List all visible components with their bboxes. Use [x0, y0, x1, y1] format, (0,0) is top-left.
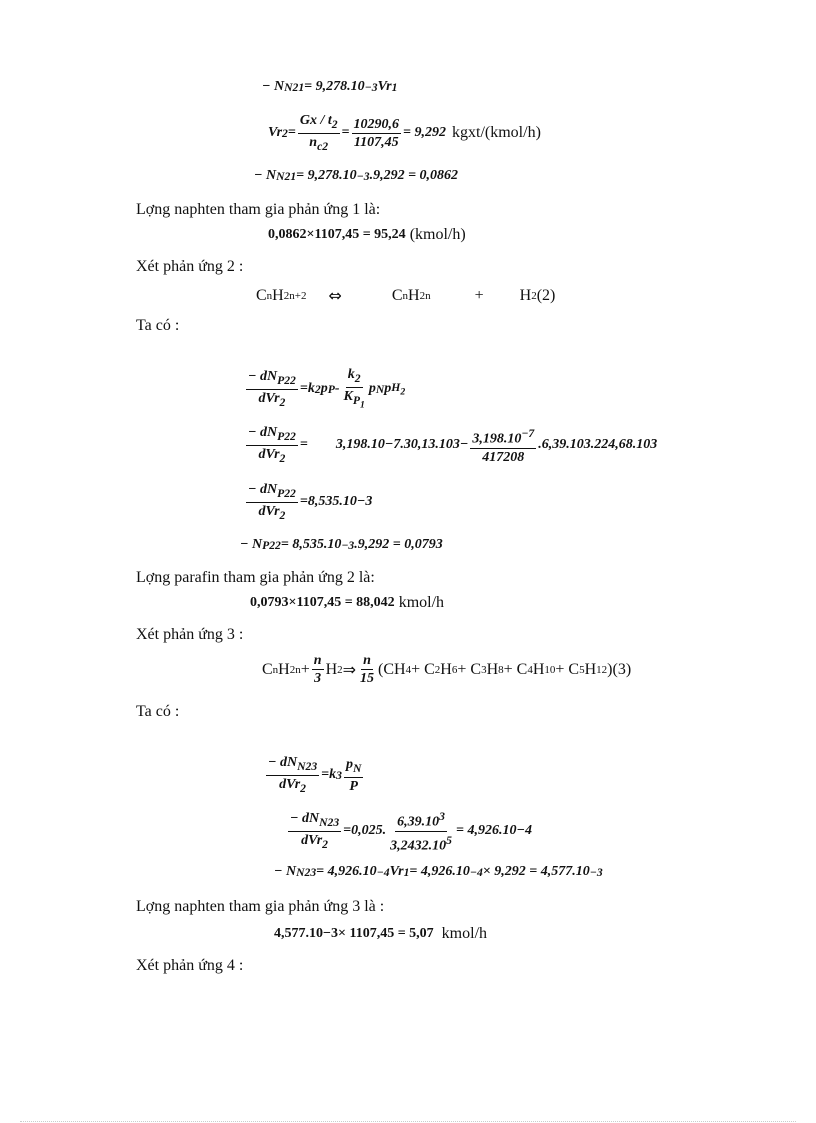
heading-reaction-2: Xét phản ứng 2 :	[136, 258, 244, 275]
arrow-icon: ⇒	[342, 660, 357, 679]
equation-parafin-2: 0,0793×1107,45 = 88,042 kmol/h	[250, 594, 445, 611]
equilibrium-arrow-icon: ⇔	[328, 286, 342, 305]
equation-n-n21-value: − N N21 = 9,278.10 −3 .9,292 = 0,0862	[254, 168, 459, 183]
equation-rate-n23-subst: $\frac{- dN_{N23}}{dVr_2}$ = 0,025. $\frac{6,39.10^3}{3,2432.10^5}$ = 4,926.10 −4	[290, 810, 532, 854]
equation-rate-p22-result: $\frac{- dN_{P22}}{dVr_2}$ = 8,535.10 −3	[248, 482, 373, 522]
equation-rate-p22: $\frac{- dN_{P22}}{dVr_2}$ = k 2 p P - $\frac{k_2}{K_{P_1}}$ p N p $H_2$	[248, 367, 406, 410]
heading-ta-co-1: Ta có :	[136, 317, 180, 334]
heading-reaction-4: Xét phản ứng 4 :	[136, 957, 244, 974]
equation-vr2: Vr 2 = $\frac{Gx / t_2}{n_{c2}}$ = $\frac{10290,6}{1107,45}$ = 9,292 kgxt/(kmol/h)	[268, 113, 541, 153]
equation-naphten-3: 4,577.10 −3 × 1107,45 = 5,07 kmol/h	[274, 925, 488, 942]
heading-ta-co-2: Ta có :	[136, 703, 180, 720]
equation-naphten-1: 0,0862×1107,45 = 95,24 (kmol/h)	[268, 226, 466, 243]
equation-n-n23-value: − N N23 = 4,926.10 −4 Vr 1 = 4,926.10 −4 × 9,292 = 4,577.10 −3	[274, 864, 603, 879]
equation-rate-n23: $\frac{- dN_{N23}}{dVr_2}$ = k 3 $\frac{p_N}{P}$	[268, 755, 362, 795]
equation-n-p22-value: − N P22 = 8,535.10 −3 .9,292 = 0,0793	[240, 537, 443, 552]
reaction-2: C n H 2n+2 ⇔ C n H 2n + H 2 (2)	[256, 286, 556, 305]
equation-n-n21: − N N21 = 9,278.10 −3 Vr 1	[262, 79, 398, 94]
paragraph-naphten-3: Lợng naphten tham gia phản ứng 3 là :	[136, 898, 385, 915]
page-bottom-rule	[20, 1121, 796, 1122]
paragraph-naphten-1: Lợng naphten tham gia phản ứng 1 là:	[136, 201, 381, 218]
reaction-3: C n H 2n + $\frac{n}{3}$ H 2 ⇒ $\frac{n}{15}$ (CH 4 + C 2 H 6 + C 3 H 8 + C 4 H 10 + C 5 H 12 )(3)	[262, 653, 632, 686]
heading-reaction-3: Xét phản ứng 3 :	[136, 626, 244, 643]
equation-rate-p22-subst: $\frac{- dN_{P22}}{dVr_2}$ = 3,198.10 −7 .30,13.10 3 − $\frac{3,198.10^{-7}}{417208}$ .6,39.10 3 .224,68.10 3	[248, 425, 658, 465]
paragraph-parafin-2: Lợng parafin tham gia phản ứng 2 là:	[136, 569, 375, 586]
